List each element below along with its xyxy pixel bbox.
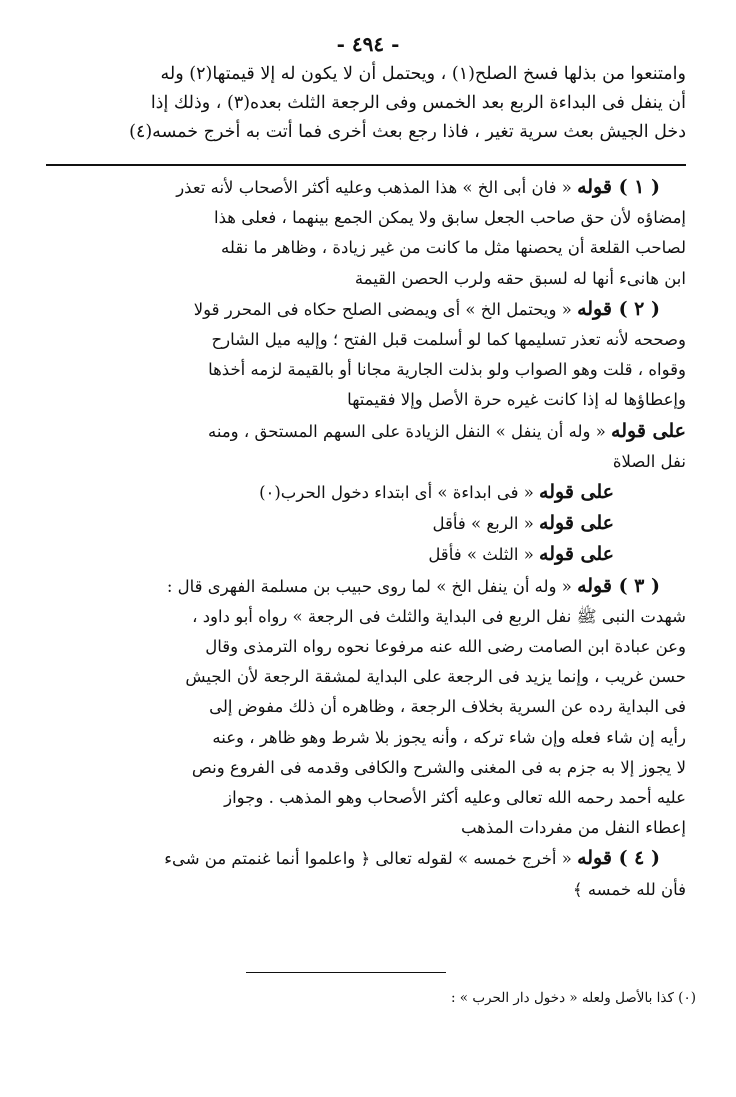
commentary-text: وقواه ، قلت وهو الصواب ولو بذلت الجارية مجانا أو بالقيمة لزمه أخذها — [208, 360, 686, 380]
commentary-text: « وله أن ينفل » النفل الزيادة على السهم المستحق ، ومنه — [208, 421, 612, 441]
main-text-line: أن ينفل فى البداءة الربع بعد الخمس وفى الرجعة الثلث بعده(٣) ، وذلك إذا — [150, 93, 686, 113]
commentary-line — [46, 172, 686, 203]
commentary-text: وإعطاؤها له إذا كانت غيره حرة الأصل وإلا فقيمتها — [347, 390, 686, 410]
footnote: (٠) كذا بالأصل ولعله « دخول دار الحرب » : — [450, 990, 696, 1006]
commentary-line — [46, 233, 686, 263]
commentary-keyword: ( ١ ) قوله — [577, 176, 660, 198]
commentary-line — [46, 325, 686, 355]
commentary-text: « وله أن ينفل الخ » لما روى حبيب بن مسلمة الفهرى قال : — [166, 576, 578, 596]
commentary-line — [46, 843, 686, 874]
commentary-text: « الثلث » فأقل — [428, 545, 540, 565]
commentary-line — [46, 662, 686, 692]
commentary-keyword: على قوله — [539, 481, 614, 504]
commentary-text: ابن هانىء أنها له لسبق حقه ولرب الحصن القيمة — [354, 268, 686, 288]
main-text-line: وامتنعوا من بذلها فسخ الصلح(١) ، ويحتمل أن لا يكون له إلا قيمتها(٢) وله — [160, 64, 686, 84]
commentary-text: رأيه إن شاء فعله وإن شاء تركه ، وأنه يجوز بلا شرط وهو ظاهر ، وعنه — [212, 727, 686, 747]
commentary-line — [46, 813, 686, 843]
page-number: - ٤٩٤ - — [336, 32, 400, 56]
commentary-text: « الربع » فأقل — [432, 514, 540, 534]
commentary-line — [46, 783, 686, 813]
commentary-text: « فان أبى الخ » هذا المذهب وعليه أكثر الأصحاب لأنه تعذر — [176, 178, 578, 197]
commentary-line — [46, 602, 686, 632]
commentary-text: عليه أحمد رحمه الله تعالى وعليه أكثر الأصحاب وهو المذهب . وجواز — [224, 788, 686, 808]
commentary-text: « أخرج خمسه » لقوله تعالى ﴿ واعلموا أنما غنمتم من شىء — [164, 849, 578, 869]
commentary-text: وصححه لأنه تعذر تسليمها كما لو أسلمت قبل الفتح ؛ وإليه ميل الشارح — [211, 330, 686, 350]
commentary-text: إعطاء النفل من مفردات المذهب — [460, 818, 686, 838]
commentary-line — [46, 753, 686, 783]
commentary — [46, 172, 686, 905]
main-text-divider — [46, 164, 686, 166]
commentary-line — [46, 203, 686, 233]
commentary-text: لا يجوز إلا به جزم به فى المغنى والشرح والكافى وقدمه فى الفروع ونص — [191, 757, 686, 777]
commentary-line — [46, 416, 686, 447]
commentary-text: « فى ابداءة » أى ابتداء دخول الحرب(٠) — [259, 483, 540, 503]
commentary-text: « ويحتمل الخ » أى ويمضى الصلح حكاه فى المحرر قولا — [193, 299, 578, 319]
commentary-text: فى البداية رده عن السرية بخلاف الرجعة ، وظاهره أن ذلك مفوض إلى — [209, 697, 686, 717]
commentary-keyword: ( ٣ ) قوله — [577, 574, 660, 597]
commentary-text: شهدت النبى ﷺ نفل الربع فى البداية والثلث فى الرجعة » رواه أبو داود ، — [192, 606, 686, 626]
commentary-line — [46, 692, 686, 722]
main-text — [46, 60, 686, 147]
commentary-line — [46, 294, 686, 325]
commentary-line — [46, 539, 686, 570]
commentary-text: لصاحب القلعة أن يحصنها مثل ما كانت من غير زيادة ، وظاهر ما نقله — [221, 238, 686, 258]
commentary-keyword: على قوله — [611, 419, 686, 442]
commentary-keyword: على قوله — [539, 512, 614, 535]
footnote-divider — [246, 972, 446, 973]
commentary-line — [46, 723, 686, 753]
commentary-line — [46, 875, 686, 905]
commentary-line — [46, 508, 686, 539]
commentary-line — [46, 355, 686, 385]
commentary-line — [46, 571, 686, 602]
commentary-text: حسن غريب ، وإنما يزيد فى الرجعة على البداية لمشقة الرجعة لأن الجيش — [185, 667, 686, 687]
commentary-keyword: ( ٢ ) قوله — [577, 297, 660, 320]
commentary-text: نفل الصلاة — [612, 451, 686, 471]
commentary-line — [46, 632, 686, 662]
commentary-line — [46, 447, 686, 477]
commentary-text: وعن عبادة ابن الصامت رضى الله عنه مرفوعا نحوه رواه الترمذى وقال — [205, 637, 686, 657]
commentary-text: فأن لله خمسه ﴾ — [572, 879, 686, 899]
commentary-line — [46, 385, 686, 415]
commentary-line — [46, 477, 686, 508]
commentary-keyword: على قوله — [539, 543, 614, 566]
commentary-keyword: ( ٤ ) قوله — [577, 847, 660, 870]
commentary-text: إمضاؤه لأن حق صاحب الجعل سابق ولا يمكن الجمع بينهما ، فعلى هذا — [214, 208, 686, 228]
main-text-line: دخل الجيش بعث سرية تغير ، فاذا رجع بعث أخرى فما أتت به أخرج خمسه(٤) — [129, 122, 686, 142]
commentary-line — [46, 264, 686, 294]
